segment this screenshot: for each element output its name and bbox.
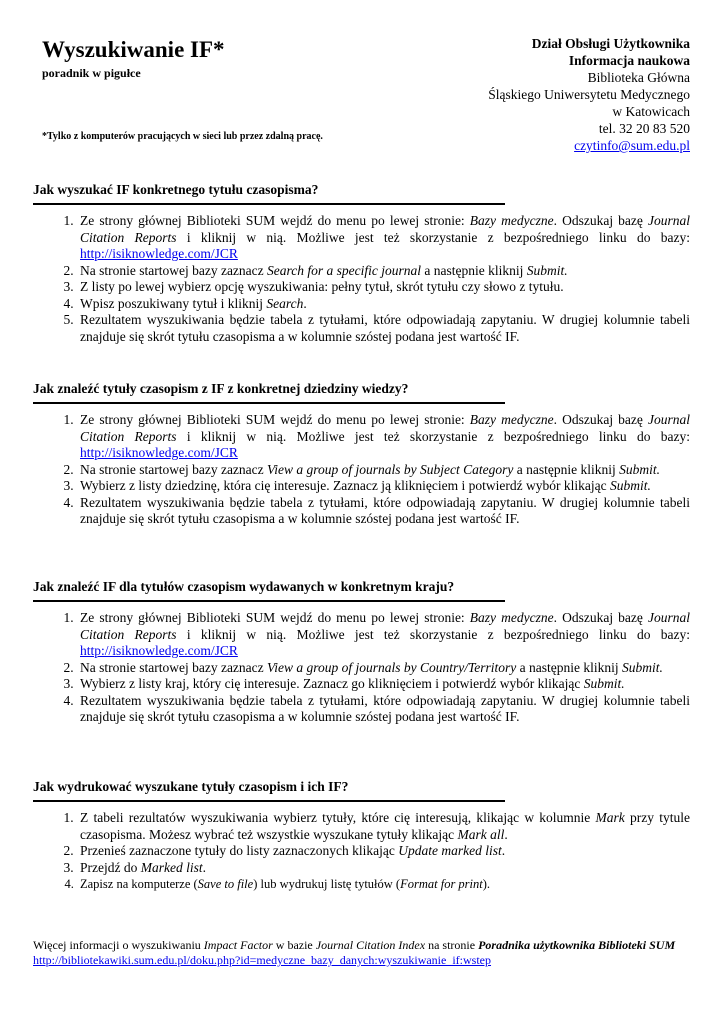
list-item: 2. Przenieś zaznaczone tytuły do listy zaznaczonych klikając Update marked list. <box>77 843 690 860</box>
list-item: 1. Z tabeli rezultatów wyszukiwania wybierz tytuły, które cię interesują, klikając w kolumnie Mark przy tytule czasopisma. Możesz wybrać też wszystkie wyszukane tytuły klikając Mark all. <box>77 810 690 843</box>
contact-unit: Informacja naukowa <box>568 53 690 68</box>
list-item: 4. Zapisz na komputerze (Save to file) lub wydrukuj listę tytułów (Format for print). <box>77 876 690 893</box>
list-item: 5. Rezultatem wyszukiwania będzie tabela z tytułami, które odpowiadają zapytaniu. W drugiej kolumnie tabeli znajduje się skrót tytułu czasopisma a w kolumnie szóstej podana jest wartość IF. <box>77 312 690 345</box>
section-print <box>33 778 690 893</box>
list-item: 4. Wpisz poszukiwany tytuł i kliknij Search. <box>77 296 690 313</box>
jcr-link[interactable]: http://isiknowledge.com/JCR <box>80 246 238 261</box>
list-item: 3. Z listy po lewej wybierz opcję wyszukiwania: pełny tytuł, skrót tytułu czy słowo z tytułu. <box>77 279 690 296</box>
list-item: 1. Ze strony głównej Biblioteki SUM wejdź do menu po lewej stronie: Bazy medyczne. Odszukaj bazę Journal Citation Reports i kliknij w nią. Możliwe jest też skorzystanie z bezpośredniego linku do bazy: http://isiknowledge.com/JCR <box>77 610 690 660</box>
list-item: 3. Wybierz z listy dziedzinę, która cię interesuje. Zaznacz ją kliknięciem i potwierdź wybór klikając Submit. <box>77 478 690 495</box>
page-title: Wyszukiwanie IF* <box>42 37 225 62</box>
contact-phone: tel. 32 20 83 520 <box>598 121 690 136</box>
contact-email-link[interactable]: czytinfo@sum.edu.pl <box>574 138 690 153</box>
list-item: 1. Ze strony głównej Biblioteki SUM wejdź do menu po lewej stronie: Bazy medyczne. Odszukaj bazę Journal Citation Reports i kliknij w nią. Możliwe jest też skorzystanie z bezpośredniego linku do bazy: http://isiknowledge.com/JCR <box>77 213 690 263</box>
section-heading: Jak wyszukać IF konkretnego tytułu czasopisma? <box>33 181 505 205</box>
list-item: 4. Rezultatem wyszukiwania będzie tabela z tytułami, które odpowiadają zapytaniu. W drugiej kolumnie tabeli znajduje się skrót tytułu czasopisma a w kolumnie szóstej podana jest wartość IF. <box>77 495 690 528</box>
footer-info <box>33 938 690 968</box>
section-heading: Jak wydrukować wyszukane tytuły czasopism i ich IF? <box>33 778 505 802</box>
list-item: 2. Na stronie startowej bazy zaznacz Search for a specific journal a następnie kliknij Submit. <box>77 263 690 280</box>
list-item: 3. Przejdź do Marked list. <box>77 860 690 877</box>
contact-library: Biblioteka Główna <box>587 70 690 85</box>
steps-list <box>33 810 690 893</box>
section-heading: Jak znaleźć tytuły czasopism z IF z konkretnej dziedziny wiedzy? <box>33 380 505 404</box>
list-item: 2. Na stronie startowej bazy zaznacz View a group of journals by Country/Territory a następnie kliknij Submit. <box>77 660 690 677</box>
jcr-link[interactable]: http://isiknowledge.com/JCR <box>80 643 238 658</box>
section-specific-journal <box>33 181 690 345</box>
footer-text: Więcej informacji o wyszukiwaniu Impact Factor w bazie Journal Citation Index na stronie Poradnika użytkownika Biblioteki SUM <box>33 938 676 952</box>
list-item: 3. Wybierz z listy kraj, który cię interesuje. Zaznacz go kliknięciem i potwierdź wybór klikając Submit. <box>77 676 690 693</box>
list-item: 1. Ze strony głównej Biblioteki SUM wejdź do menu po lewej stronie: Bazy medyczne. Odszukaj bazę Journal Citation Reports i kliknij w nią. Możliwe jest też skorzystanie z bezpośredniego linku do bazy: http://isiknowledge.com/JCR <box>77 412 690 462</box>
section-subject-category <box>33 380 690 528</box>
section-heading: Jak znaleźć IF dla tytułów czasopism wydawanych w konkretnym kraju? <box>33 578 505 602</box>
steps-list <box>33 610 690 726</box>
guide-link[interactable]: http://bibliotekawiki.sum.edu.pl/doku.php?id=medyczne_bazy_danych:wyszukiwanie_if:wstep <box>33 953 492 967</box>
list-item: 2. Na stronie startowej bazy zaznacz View a group of journals by Subject Category a następnie kliknij Submit. <box>77 462 690 479</box>
steps-list <box>33 213 690 345</box>
contact-department: Dział Obsługi Użytkownika <box>531 36 690 51</box>
contact-block <box>488 35 690 154</box>
contact-university: Śląskiego Uniwersytetu Medycznego <box>488 87 690 102</box>
section-country <box>33 578 690 726</box>
list-item: 4. Rezultatem wyszukiwania będzie tabela z tytułami, które odpowiadają zapytaniu. W drugiej kolumnie tabeli znajduje się skrót tytułu czasopisma a w kolumnie szóstej podana jest wartość IF. <box>77 693 690 726</box>
jcr-link[interactable]: http://isiknowledge.com/JCR <box>80 445 238 460</box>
contact-city: w Katowicach <box>612 104 690 119</box>
page-subtitle: poradnik w pigułce <box>42 66 141 80</box>
steps-list <box>33 412 690 528</box>
access-note: *Tylko z komputerów pracujących w sieci lub przez zdalną pracę. <box>42 131 323 142</box>
